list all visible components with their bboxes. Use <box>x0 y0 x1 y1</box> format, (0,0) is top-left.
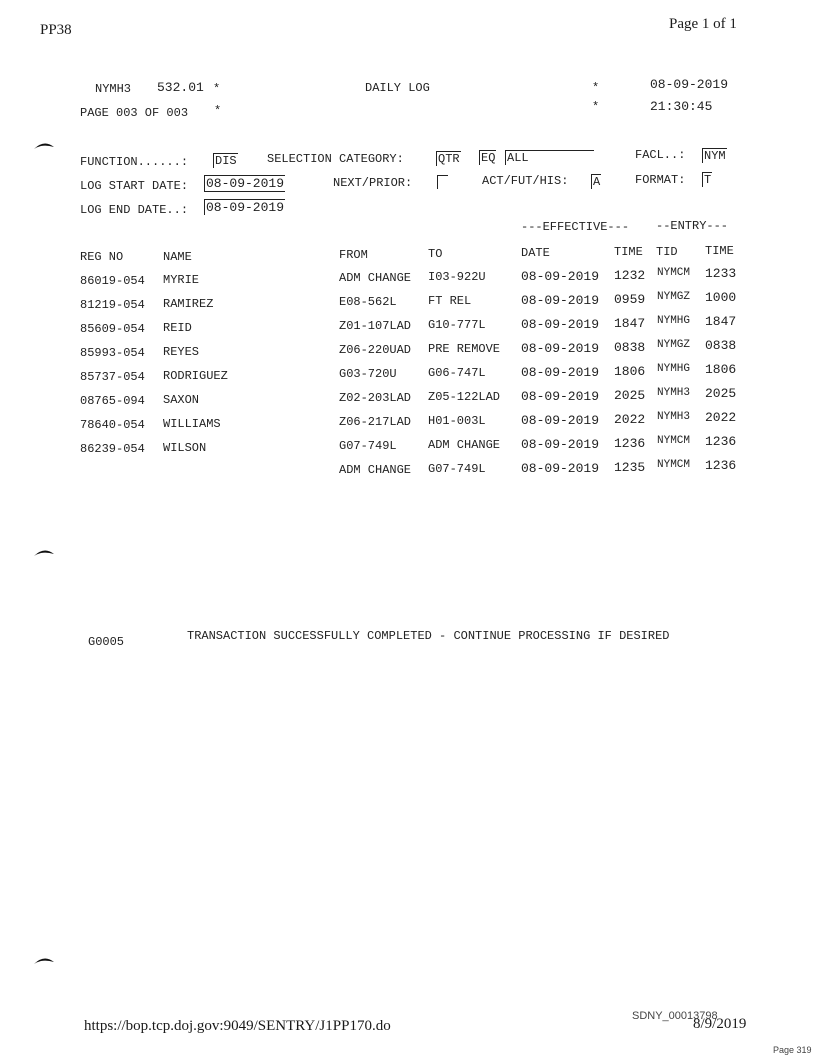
source-url: https://bop.tcp.doj.gov:9049/SENTRY/J1PP170.do <box>84 1018 391 1034</box>
cell-reg-no: 85737-054 <box>80 370 145 384</box>
cell-from: E08-562L <box>339 295 397 309</box>
cell-reg-no: 86239-054 <box>80 442 145 456</box>
system-id: NYMH3 <box>95 82 132 96</box>
cell-entry-time: 1233 <box>705 266 737 281</box>
cell-name: WILSON <box>163 441 207 455</box>
status-code: G0005 <box>88 635 125 649</box>
cell-from: Z06-220UAD <box>339 343 412 357</box>
selection-category-field[interactable]: QTR <box>438 152 460 166</box>
status-message: TRANSACTION SUCCESSFULLY COMPLETED - CONTINUE PROCESSING IF DESIRED <box>187 629 670 643</box>
cell-entry-time: 1806 <box>705 362 737 377</box>
cell-to: I03-922U <box>428 270 486 284</box>
cell-reg-no: 85993-054 <box>80 346 145 360</box>
asterisk: * <box>592 81 600 95</box>
cell-tid: NYMGZ <box>657 339 691 351</box>
log-end-date-field[interactable]: 08-09-2019 <box>206 200 285 215</box>
col-entry-time: TIME <box>705 244 734 258</box>
cell-entry-time: 1847 <box>705 314 737 329</box>
cell-entry-time: 1236 <box>705 458 737 473</box>
cell-from: Z01-107LAD <box>339 319 412 333</box>
cell-name: RODRIGUEZ <box>163 369 228 383</box>
doc-code: PP38 <box>40 22 72 38</box>
function-field[interactable]: DIS <box>215 154 237 168</box>
asterisk: * <box>213 82 221 96</box>
col-to: TO <box>428 247 443 261</box>
log-start-date-field[interactable]: 08-09-2019 <box>206 176 285 191</box>
col-time: TIME <box>614 245 643 259</box>
cell-entry-time: 1236 <box>705 434 737 449</box>
cell-date: 08-09-2019 <box>521 437 600 452</box>
cell-name: RAMIREZ <box>163 297 214 311</box>
cell-time: 1235 <box>614 460 646 475</box>
page-indicator: Page 1 of 1 <box>669 16 737 32</box>
selection-all-field[interactable]: ALL <box>505 150 594 165</box>
selection-eq-field[interactable]: EQ <box>481 151 496 165</box>
cell-time: 2025 <box>614 388 646 403</box>
cell-tid: NYMHG <box>657 363 691 375</box>
next-prior-field[interactable] <box>437 175 448 189</box>
act-fut-his-field[interactable]: A <box>593 175 601 189</box>
cell-from: G07-749L <box>339 439 397 453</box>
col-from: FROM <box>339 248 368 262</box>
cell-time: 0959 <box>614 292 646 307</box>
col-tid: TID <box>656 245 678 259</box>
cell-date: 08-09-2019 <box>521 461 600 476</box>
cell-name: REID <box>163 321 192 335</box>
page-count: PAGE 003 OF 003 <box>80 106 189 120</box>
cell-reg-no: 81219-054 <box>80 298 145 312</box>
cell-reg-no: 85609-054 <box>80 322 145 336</box>
entry-group-header: --ENTRY--- <box>656 219 729 233</box>
cell-time: 0838 <box>614 340 646 355</box>
cell-tid: NYMGZ <box>657 291 691 303</box>
effective-group-header: ---EFFECTIVE--- <box>521 220 630 234</box>
cell-name: MYRIE <box>163 273 200 287</box>
cell-time: 1232 <box>614 268 646 283</box>
cell-date: 08-09-2019 <box>521 389 600 404</box>
asterisk: * <box>592 100 600 114</box>
cell-time: 1806 <box>614 364 646 379</box>
cell-to: G10-777L <box>428 318 486 332</box>
cell-reg-no: 86019-054 <box>80 274 145 288</box>
cell-tid: NYMH3 <box>657 387 691 399</box>
cell-from: Z06-217LAD <box>339 415 412 429</box>
facl-field[interactable]: NYM <box>704 149 726 163</box>
cell-name: SAXON <box>163 393 200 407</box>
hole-punch-mark <box>33 140 55 150</box>
cell-entry-time: 1000 <box>705 290 737 305</box>
cell-tid: NYMCM <box>657 267 691 279</box>
cell-reg-no: 08765-094 <box>80 394 145 408</box>
cell-tid: NYMCM <box>657 435 691 447</box>
col-name: NAME <box>163 250 192 264</box>
cell-from: ADM CHANGE <box>339 271 412 285</box>
selection-category-label: SELECTION CATEGORY: <box>267 152 404 166</box>
cell-tid: NYMH3 <box>657 411 691 423</box>
screen-title: DAILY LOG <box>365 81 430 95</box>
cell-time: 1236 <box>614 436 646 451</box>
function-label: FUNCTION......: <box>80 155 189 169</box>
print-date: 8/9/2019 <box>693 1016 747 1032</box>
cell-date: 08-09-2019 <box>521 341 600 356</box>
cell-entry-time: 2025 <box>705 386 737 401</box>
cell-time: 1847 <box>614 316 646 331</box>
facl-label: FACL..: <box>635 148 686 162</box>
bates-number: SDNY_00013798 <box>632 1010 718 1022</box>
cell-date: 08-09-2019 <box>521 269 600 284</box>
cell-entry-time: 0838 <box>705 338 737 353</box>
hole-punch-mark <box>33 547 55 557</box>
cell-date: 08-09-2019 <box>521 317 600 332</box>
cell-to: G07-749L <box>428 462 486 476</box>
cell-tid: NYMCM <box>657 459 691 471</box>
cell-to: H01-003L <box>428 414 486 428</box>
cell-time: 2022 <box>614 412 646 427</box>
cell-from: ADM CHANGE <box>339 463 412 477</box>
cell-to: ADM CHANGE <box>428 438 501 452</box>
cell-reg-no: 78640-054 <box>80 418 145 432</box>
act-fut-his-label: ACT/FUT/HIS: <box>482 174 569 188</box>
cell-entry-time: 2022 <box>705 410 737 425</box>
hole-punch-mark <box>33 955 55 965</box>
cell-name: REYES <box>163 345 200 359</box>
col-reg-no: REG NO <box>80 250 124 264</box>
next-prior-label: NEXT/PRIOR: <box>333 176 413 190</box>
cell-from: Z02-203LAD <box>339 391 412 405</box>
cell-from: G03-720U <box>339 367 397 381</box>
screen-time: 21:30:45 <box>650 99 713 114</box>
cell-to: Z05-122LAD <box>428 390 501 404</box>
cell-date: 08-09-2019 <box>521 293 600 308</box>
cell-to: FT REL <box>428 294 472 308</box>
cell-to: PRE REMOVE <box>428 342 501 356</box>
format-field[interactable]: T <box>704 173 712 187</box>
cell-tid: NYMHG <box>657 315 691 327</box>
screen-date: 08-09-2019 <box>650 77 729 92</box>
log-end-date-label: LOG END DATE..: <box>80 203 189 217</box>
page-number: Page 319 <box>773 1045 812 1055</box>
asterisk: * <box>214 104 222 118</box>
log-start-date-label: LOG START DATE: <box>80 179 189 193</box>
system-version: 532.01 <box>157 80 204 95</box>
cell-to: G06-747L <box>428 366 486 380</box>
cell-name: WILLIAMS <box>163 417 221 431</box>
cell-date: 08-09-2019 <box>521 365 600 380</box>
col-date: DATE <box>521 246 550 260</box>
format-label: FORMAT: <box>635 173 686 187</box>
cell-date: 08-09-2019 <box>521 413 600 428</box>
